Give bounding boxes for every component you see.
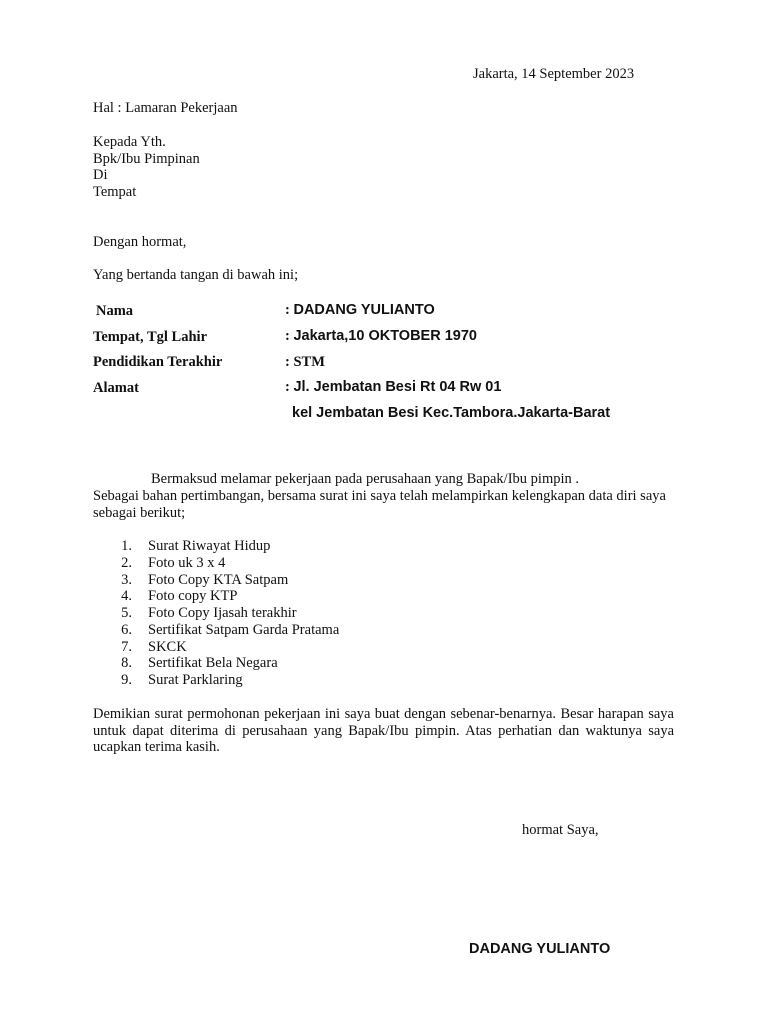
list-item-text: Surat Parklaring xyxy=(148,672,243,688)
list-item-number: 2. xyxy=(121,555,132,571)
address-line-2 xyxy=(292,404,610,422)
list-item-number: 6. xyxy=(121,622,132,638)
education-value: STM xyxy=(293,354,325,370)
list-item-number: 1. xyxy=(121,538,132,554)
colon: : xyxy=(285,302,290,318)
recipient-line: Bpk/Ibu Pimpinan xyxy=(93,151,200,167)
greeting: Dengan hormat, xyxy=(93,234,187,250)
list-item-text: Sertifikat Satpam Garda Pratama xyxy=(148,622,340,638)
list-item-number: 5. xyxy=(121,605,132,621)
colon: : xyxy=(285,354,290,370)
list-item-number: 7. xyxy=(121,639,132,655)
list-item-number: 8. xyxy=(121,655,132,671)
intro-line: Yang bertanda tangan di bawah ini; xyxy=(93,267,299,283)
body-paragraph-first-line: Bermaksud melamar pekerjaan pada perusahaan yang Bapak/Ibu pimpin . xyxy=(151,471,579,487)
list-item-number: 4. xyxy=(121,588,132,604)
recipient-line: Kepada Yth. xyxy=(93,134,166,150)
list-item-text: Foto Copy Ijasah terakhir xyxy=(148,605,297,621)
signature-name: DADANG YULIANTO xyxy=(469,941,611,957)
colon: : xyxy=(285,379,290,395)
list-item-text: Foto uk 3 x 4 xyxy=(148,555,226,571)
list-item-text: Surat Riwayat Hidup xyxy=(148,538,271,554)
recipient-line: Tempat xyxy=(93,184,137,200)
address-line-1: Jl. Jembatan Besi Rt 04 Rw 01 xyxy=(293,379,502,395)
sign-off: hormat Saya, xyxy=(522,822,599,838)
education-label: Pendidikan Terakhir xyxy=(93,354,223,370)
address-label: Alamat xyxy=(93,380,139,396)
birth-label: Tempat, Tgl Lahir xyxy=(93,329,208,345)
name-value: DADANG YULIANTO xyxy=(293,302,435,318)
closing-paragraph: Demikian surat permohonan pekerjaan ini saya buat dengan sebenar-benarnya. Besar harapan saya untuk dapat diterima di perusahaan yang Bapak/Ibu pimpin. Atas perhatian dan waktunya saya ucapkan terima kasih. xyxy=(93,706,674,755)
recipient-line: Di xyxy=(93,167,108,183)
birth-value: Jakarta,10 OKTOBER 1970 xyxy=(293,328,477,344)
letter-subject: Hal : Lamaran Pekerjaan xyxy=(93,100,238,116)
list-item-text: Foto copy KTP xyxy=(148,588,238,604)
list-item-text: Sertifikat Bela Negara xyxy=(148,655,278,671)
list-item-number: 3. xyxy=(121,572,132,588)
birth-field xyxy=(285,327,477,345)
education-field xyxy=(285,353,325,371)
address-line-2-text: kel Jembatan Besi Kec.Tambora.Jakarta-Barat xyxy=(292,405,611,421)
letter-date: Jakarta, 14 September 2023 xyxy=(473,66,635,82)
list-item-text: SKCK xyxy=(148,639,187,655)
address-field xyxy=(285,378,501,396)
list-item-number: 9. xyxy=(121,672,132,688)
list-item-text: Foto Copy KTA Satpam xyxy=(148,572,289,588)
name-field xyxy=(285,301,435,319)
name-label: Nama xyxy=(96,303,134,319)
body-paragraph-rest: Sebagai bahan pertimbangan, bersama surat ini saya telah melampirkan kelengkapan data diri saya sebagai berikut; xyxy=(93,488,666,521)
colon: : xyxy=(285,328,290,344)
